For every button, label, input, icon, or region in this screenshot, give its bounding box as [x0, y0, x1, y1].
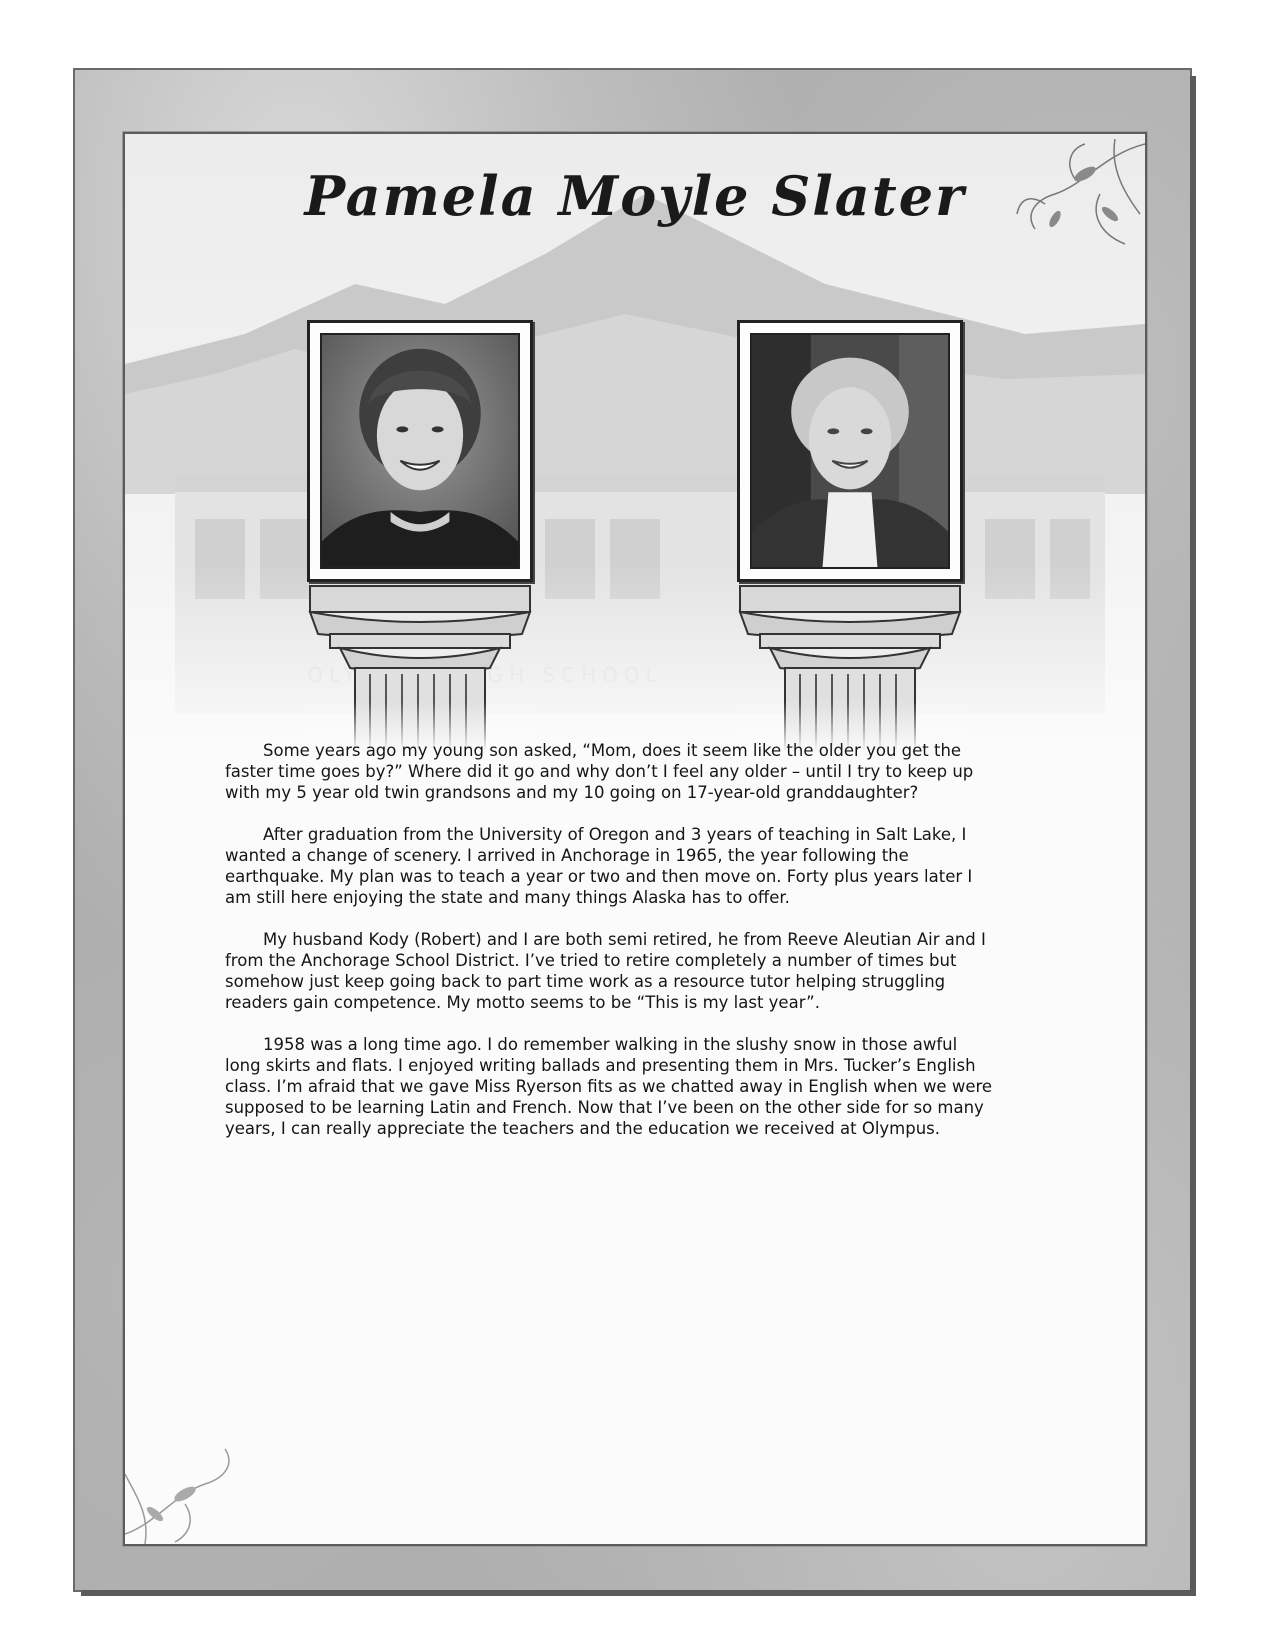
paragraph: After graduation from the University of Oregon and 3 years of teaching in Salt Lake, I wanted a change of scenery. I arrived in Anchorage in 1965, the year following the earthquake. My plan was to teach a year or two and then move on. Forty plus years later I am still here enjoying the state and many things Alaska has to offer.: [225, 825, 973, 907]
paragraph: My husband Kody (Robert) and I are both semi retired, he from Reeve Aleutian Air and I from the Anchorage School District. I’ve tried to retire completely a number of times but somehow just keep going back to part time work as a resource tutor helping struggling readers gain competence. My motto seems to be “This is my last year”.: [225, 930, 986, 1012]
older-woman-photo-icon: [750, 333, 950, 569]
older-portrait-frame: [737, 320, 963, 582]
paragraph: 1958 was a long time ago. I do remember walking in the slushy snow in those awful long skirts and flats. I enjoyed writing ballads and presenting them in Mrs. Tucker’s English class. I’m afraid that we gave Miss Ryerson fits as we chatted away in English when we were supposed to be learning Latin and French. Now that I’ve been on the other side for so many years, I can really appreciate the teachers and the education we received at Olympus.: [225, 1035, 993, 1138]
column-pedestal-icon: [730, 582, 970, 752]
page-title: Pamela Moyle Slater: [304, 164, 966, 228]
paragraph: Some years ago my young son asked, “Mom, does it seem like the older you get the faster time goes by?” Where did it go and why don’t I feel any older – until I try to keep up with my 5 year old twin grandsons and my 10 going on 17-year-old granddaughter?: [225, 741, 974, 802]
floral-corner-icon: [125, 1434, 245, 1544]
column-pedestal-icon: [300, 582, 540, 752]
biography-text: [225, 740, 995, 1160]
page-panel: [123, 132, 1147, 1546]
young-woman-photo-icon: [320, 333, 520, 569]
grunge-frame: [75, 70, 1190, 1590]
young-portrait-frame: [307, 320, 533, 582]
